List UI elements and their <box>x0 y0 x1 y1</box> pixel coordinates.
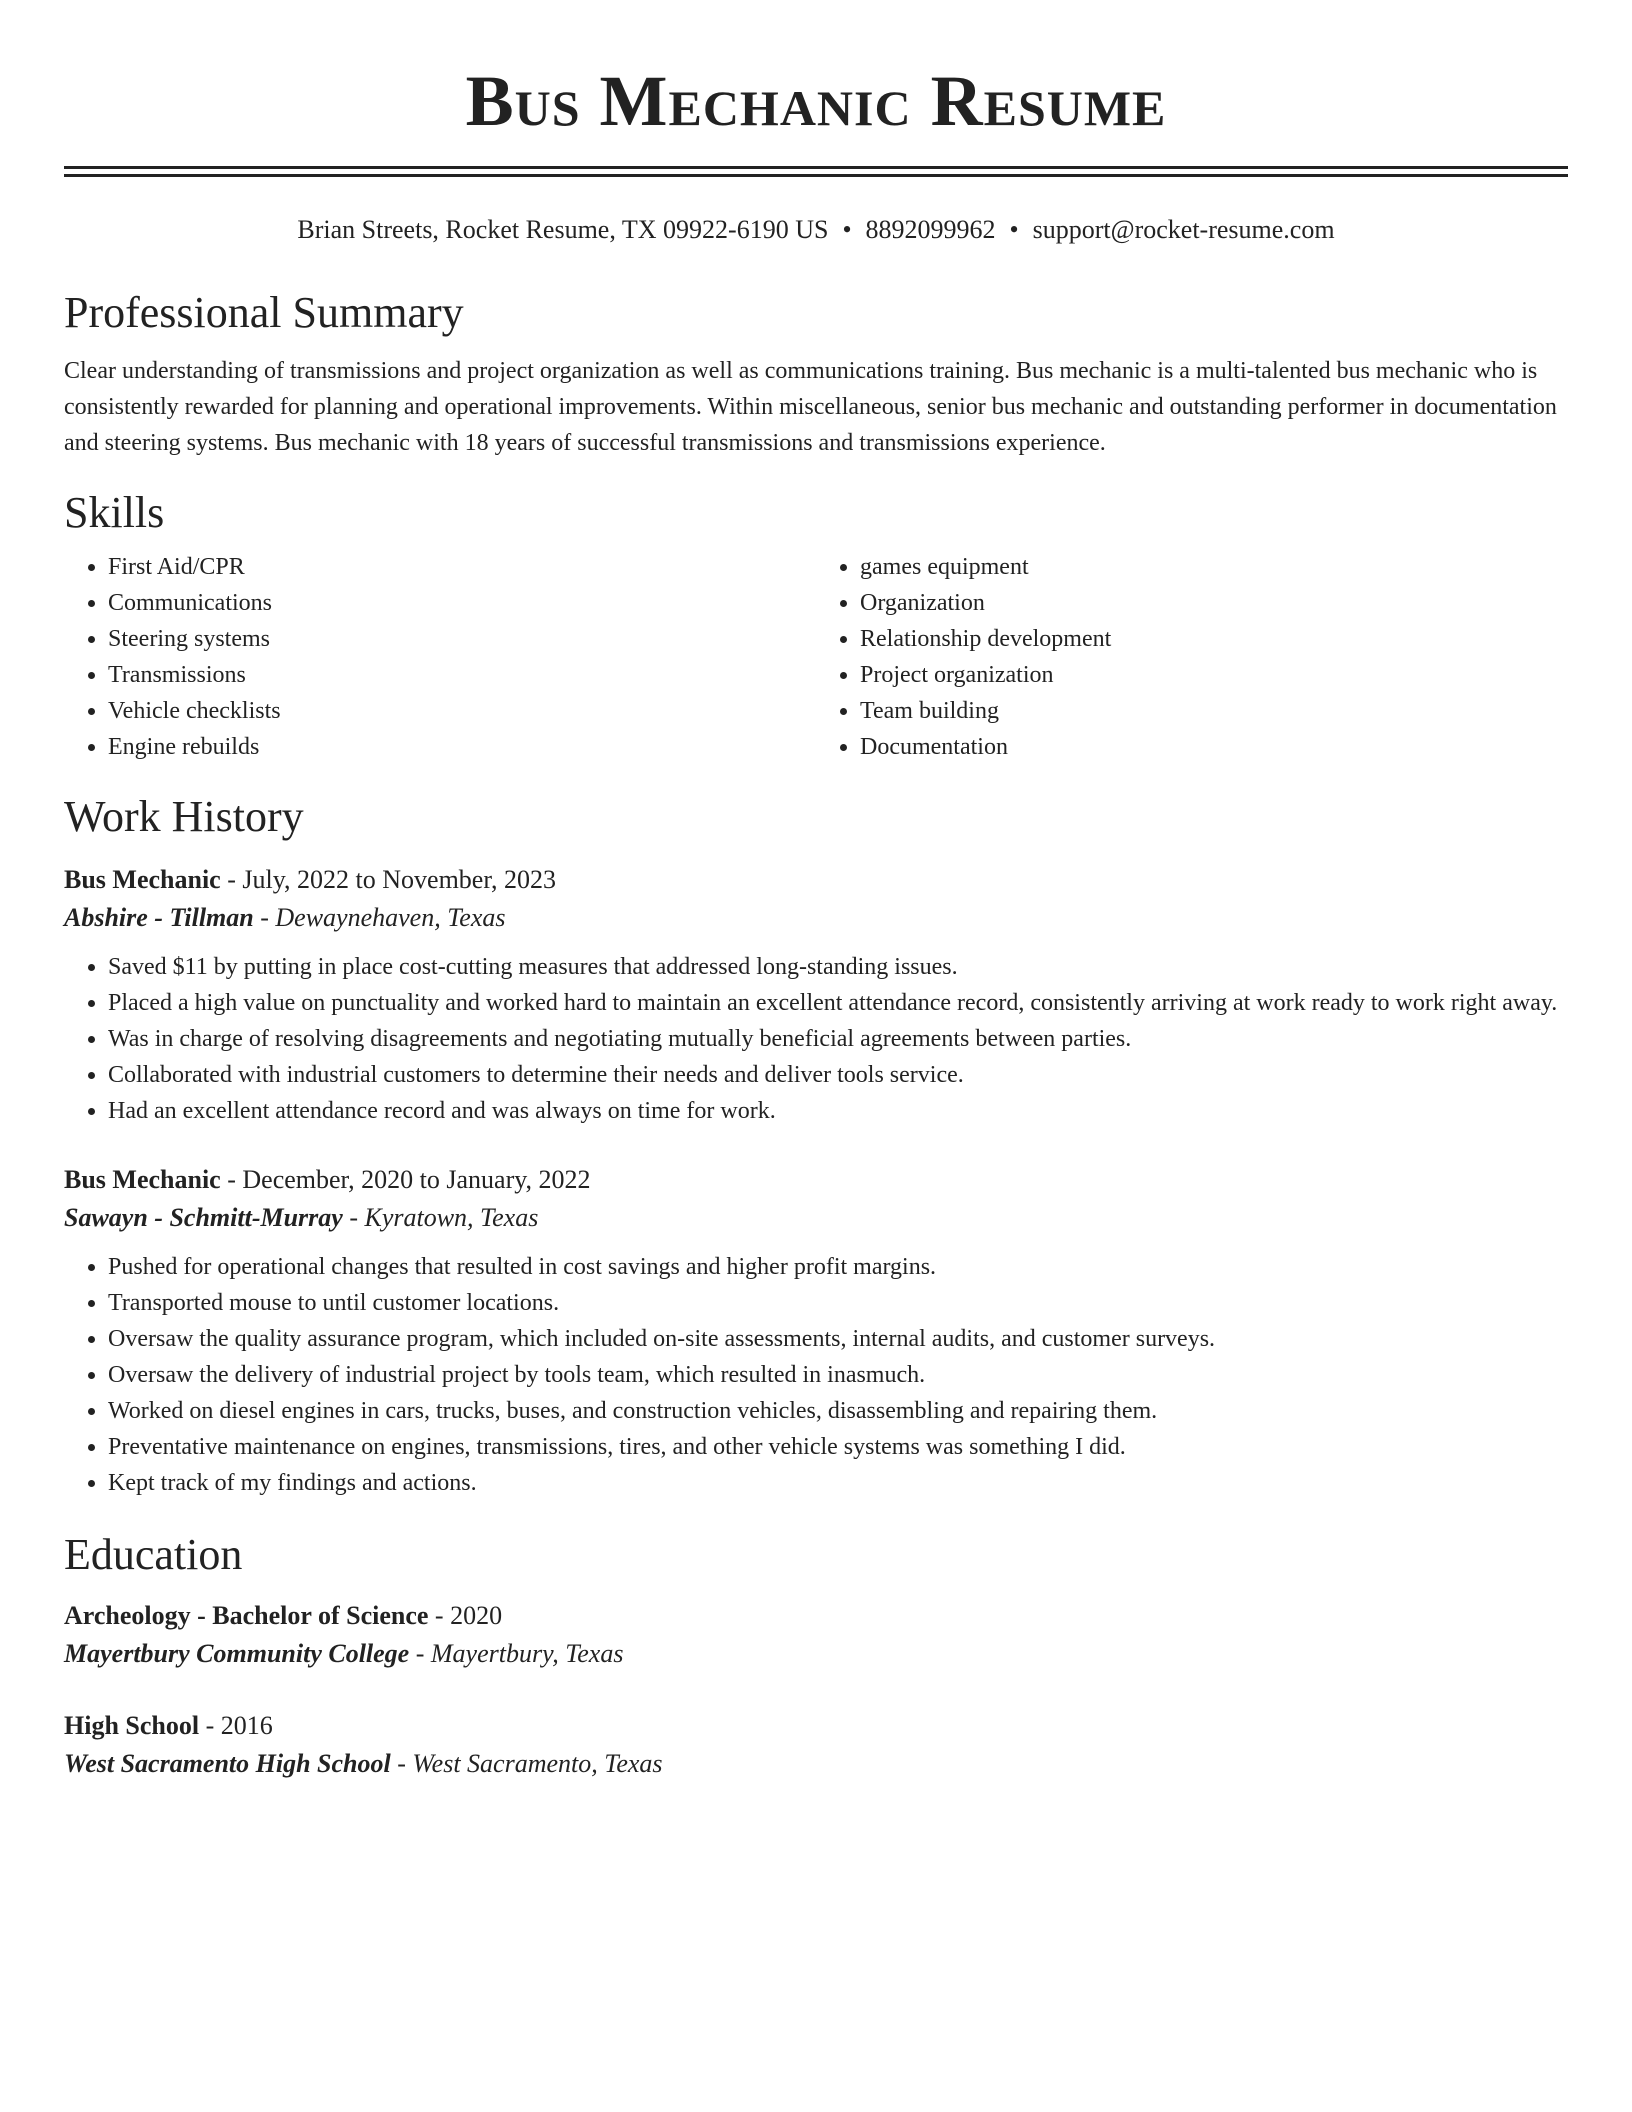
job-company-line <box>64 899 1568 937</box>
education-school-line <box>64 1745 1568 1783</box>
job-entry <box>64 1161 1568 1501</box>
skill-item: • Organization <box>860 585 1568 621</box>
skill-item: • Communications <box>108 585 816 621</box>
education-school: West Sacramento High School <box>64 1749 391 1778</box>
education-heading: Education <box>64 1530 243 1579</box>
skill-item: • Vehicle checklists <box>108 693 816 729</box>
job-entry <box>64 861 1568 1129</box>
education-degree: High School <box>64 1711 200 1740</box>
job-dates: - July, 2022 to November, 2023 <box>220 865 556 894</box>
job-position: Bus Mechanic <box>64 865 221 894</box>
job-company: Abshire - Tillman <box>64 903 254 932</box>
job-bullets <box>64 949 1568 1129</box>
title-double-rule <box>64 166 1568 177</box>
contact-separator: • <box>1009 215 1019 244</box>
contact-line <box>64 213 1568 247</box>
page-title: Bus Mechanic Resume <box>465 61 1167 141</box>
job-dates: - December, 2020 to January, 2022 <box>220 1165 591 1194</box>
education-entry <box>64 1597 1568 1673</box>
job-position: Bus Mechanic <box>64 1165 221 1194</box>
job-bullet: • Saved $11 by putting in place cost-cutting measures that addressed long-standing issues. <box>108 949 1568 985</box>
education-year: - 2020 <box>428 1601 503 1630</box>
skill-item: • Relationship development <box>860 621 1568 657</box>
skills-columns <box>64 549 1568 765</box>
job-bullet: • Collaborated with industrial customers to determine their needs and deliver tools service. <box>108 1057 1568 1093</box>
skill-item: • First Aid/CPR <box>108 549 816 585</box>
skill-item: • games equipment <box>860 549 1568 585</box>
job-bullet: • Transported mouse to until customer locations. <box>108 1285 1568 1321</box>
skill-item: • Team building <box>860 693 1568 729</box>
skills-right-list <box>816 549 1568 765</box>
job-company-line <box>64 1199 1568 1237</box>
job-bullet: • Preventative maintenance on engines, transmissions, tires, and other vehicle systems was something I did. <box>108 1429 1568 1465</box>
skill-item: • Documentation <box>860 729 1568 765</box>
job-bullet: • Kept track of my findings and actions. <box>108 1465 1568 1501</box>
job-title-line <box>64 861 1568 899</box>
job-company: Sawayn - Schmitt-Murray <box>64 1203 343 1232</box>
job-bullet: • Had an excellent attendance record and was always on time for work. <box>108 1093 1568 1129</box>
job-bullet: • Was in charge of resolving disagreements and negotiating mutually beneficial agreements between parties. <box>108 1021 1568 1057</box>
job-title-line <box>64 1161 1568 1199</box>
skill-item: • Project organization <box>860 657 1568 693</box>
job-bullet: • Oversaw the quality assurance program, which included on-site assessments, internal audits, and customer surveys. <box>108 1321 1568 1357</box>
job-bullet: • Placed a high value on punctuality and worked hard to maintain an excellent attendance record, consistently arriving at work ready to work right away. <box>108 985 1568 1021</box>
education-school-line <box>64 1635 1568 1673</box>
summary-text: Clear understanding of transmissions and project organization as well as communications training. Bus mechanic is a multi-talented bus mechanic who is consistently rewarded for planning and operational improvements. Within miscellaneous, senior bus mechanic and outstanding performer in documentation and steering systems. Bus mechanic with 18 years of successful transmissions and transmissions experience. <box>64 358 1557 456</box>
contact-phone: 8892099962 <box>865 215 996 244</box>
skill-item: • Transmissions <box>108 657 816 693</box>
education-location: - West Sacramento, Texas <box>390 1749 663 1778</box>
contact-address: Brian Streets, Rocket Resume, TX 09922-6190 US <box>297 215 829 244</box>
job-location: - Kyratown, Texas <box>342 1203 539 1232</box>
job-bullet: • Pushed for operational changes that resulted in cost savings and higher profit margins. <box>108 1249 1568 1285</box>
work-history-heading: Work History <box>64 792 304 841</box>
contact-separator: • <box>842 215 852 244</box>
job-location: - Dewaynehaven, Texas <box>253 903 506 932</box>
skill-item: • Engine rebuilds <box>108 729 816 765</box>
skill-item: • Steering systems <box>108 621 816 657</box>
skills-left-list <box>64 549 816 765</box>
education-entry <box>64 1707 1568 1783</box>
education-location: - Mayertbury, Texas <box>409 1639 624 1668</box>
education-year: - 2016 <box>199 1711 273 1740</box>
education-degree-line <box>64 1707 1568 1745</box>
job-bullets <box>64 1249 1568 1501</box>
skills-heading: Skills <box>64 488 165 537</box>
education-degree: Archeology - Bachelor of Science <box>64 1601 429 1630</box>
job-bullet: • Oversaw the delivery of industrial project by tools team, which resulted in inasmuch. <box>108 1357 1568 1393</box>
education-degree-line <box>64 1597 1568 1635</box>
summary-heading: Professional Summary <box>64 288 464 337</box>
job-bullet: • Worked on diesel engines in cars, trucks, buses, and construction vehicles, disassembling and repairing them. <box>108 1393 1568 1429</box>
contact-email: support@rocket-resume.com <box>1032 215 1335 244</box>
education-school: Mayertbury Community College <box>64 1639 410 1668</box>
